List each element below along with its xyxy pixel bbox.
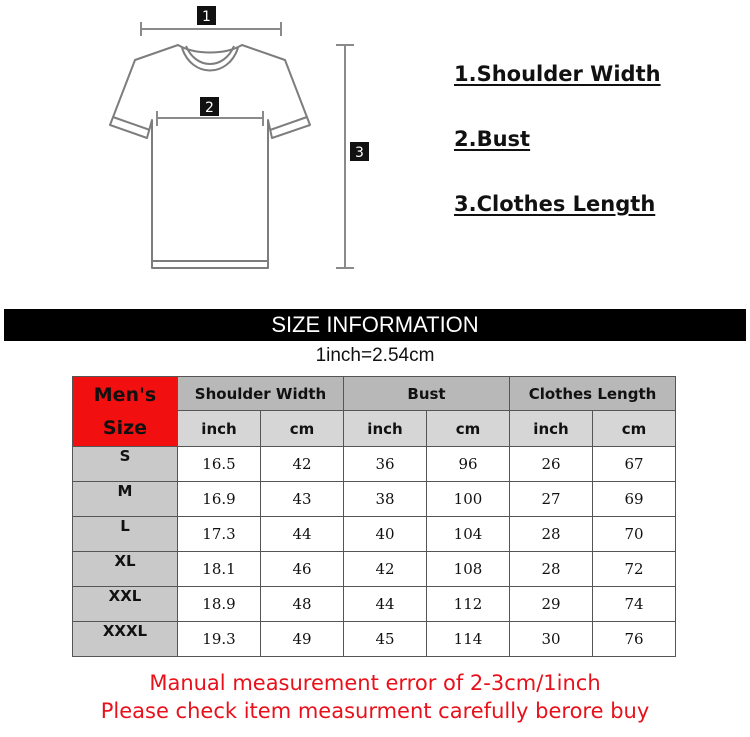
table-cell: 17.3 [178, 517, 261, 552]
size-chart-table [72, 376, 676, 657]
table-cell: 44 [344, 587, 427, 622]
mens-size-label-line1: Men's [93, 383, 157, 406]
legend-clothes-length: 3.Clothes Length [454, 192, 656, 216]
unit-header: cm [593, 411, 676, 447]
check-measurement-note: Please check item measurment carefully berore buy [100, 699, 650, 723]
table-cell: 114 [427, 622, 510, 657]
tshirt-body-outline [110, 45, 310, 268]
table-cell: 28 [510, 552, 593, 587]
unit-header: inch [344, 411, 427, 447]
size-information-banner: SIZE INFORMATION [4, 309, 746, 341]
table-cell: 42 [344, 552, 427, 587]
table-row [73, 622, 676, 657]
table-cell: 70 [593, 517, 676, 552]
table-cell: 104 [427, 517, 510, 552]
table-cell: 48 [261, 587, 344, 622]
table-cell: 18.9 [178, 587, 261, 622]
table-cell: 108 [427, 552, 510, 587]
table-cell: 18.1 [178, 552, 261, 587]
legend-bust: 2.Bust [454, 127, 531, 151]
table-cell: 36 [344, 447, 427, 482]
mens-size-label-line2: Size [102, 416, 148, 439]
tshirt-collar-inner [186, 46, 234, 64]
table-cell: 19.3 [178, 622, 261, 657]
header-shoulder-width: Shoulder Width [178, 377, 344, 411]
mens-size-header [73, 377, 178, 447]
table-cell: 44 [261, 517, 344, 552]
table-cell: 16.5 [178, 447, 261, 482]
table-cell: 27 [510, 482, 593, 517]
table-cell: 43 [261, 482, 344, 517]
table-cell: 100 [427, 482, 510, 517]
table-cell: 30 [510, 622, 593, 657]
size-label: S [73, 447, 178, 482]
tshirt-outline-icon [0, 0, 750, 300]
table-cell: 67 [593, 447, 676, 482]
header-bust: Bust [344, 377, 510, 411]
size-label: M [73, 482, 178, 517]
size-label: XL [73, 552, 178, 587]
legend-shoulder-width: 1.Shoulder Width [454, 62, 661, 86]
unit-conversion-note: 1inch=2.54cm [315, 345, 435, 366]
table-row [73, 552, 676, 587]
table-group-header-row [73, 377, 676, 411]
table-cell: 69 [593, 482, 676, 517]
table-row [73, 482, 676, 517]
table-cell: 45 [344, 622, 427, 657]
table-cell: 40 [344, 517, 427, 552]
size-label: XXL [73, 587, 178, 622]
size-label: XXXL [73, 622, 178, 657]
table-cell: 28 [510, 517, 593, 552]
marker-2: 2 [205, 100, 214, 116]
unit-header: cm [427, 411, 510, 447]
header-clothes-length: Clothes Length [510, 377, 676, 411]
table-cell: 16.9 [178, 482, 261, 517]
table-cell: 112 [427, 587, 510, 622]
table-cell: 46 [261, 552, 344, 587]
table-cell: 96 [427, 447, 510, 482]
table-cell: 74 [593, 587, 676, 622]
table-cell: 26 [510, 447, 593, 482]
unit-header: inch [510, 411, 593, 447]
table-cell: 76 [593, 622, 676, 657]
marker-1: 1 [202, 9, 211, 25]
table-cell: 49 [261, 622, 344, 657]
table-cell: 72 [593, 552, 676, 587]
table-row [73, 587, 676, 622]
table-row [73, 517, 676, 552]
unit-header: inch [178, 411, 261, 447]
table-cell: 42 [261, 447, 344, 482]
tshirt-collar-outline [182, 48, 238, 71]
size-label: L [73, 517, 178, 552]
table-cell: 29 [510, 587, 593, 622]
marker-3: 3 [355, 145, 364, 161]
measurement-error-note: Manual measurement error of 2-3cm/1inch [149, 671, 601, 695]
unit-header: cm [261, 411, 344, 447]
measurement-diagram [0, 0, 750, 300]
table-cell: 38 [344, 482, 427, 517]
table-row [73, 447, 676, 482]
